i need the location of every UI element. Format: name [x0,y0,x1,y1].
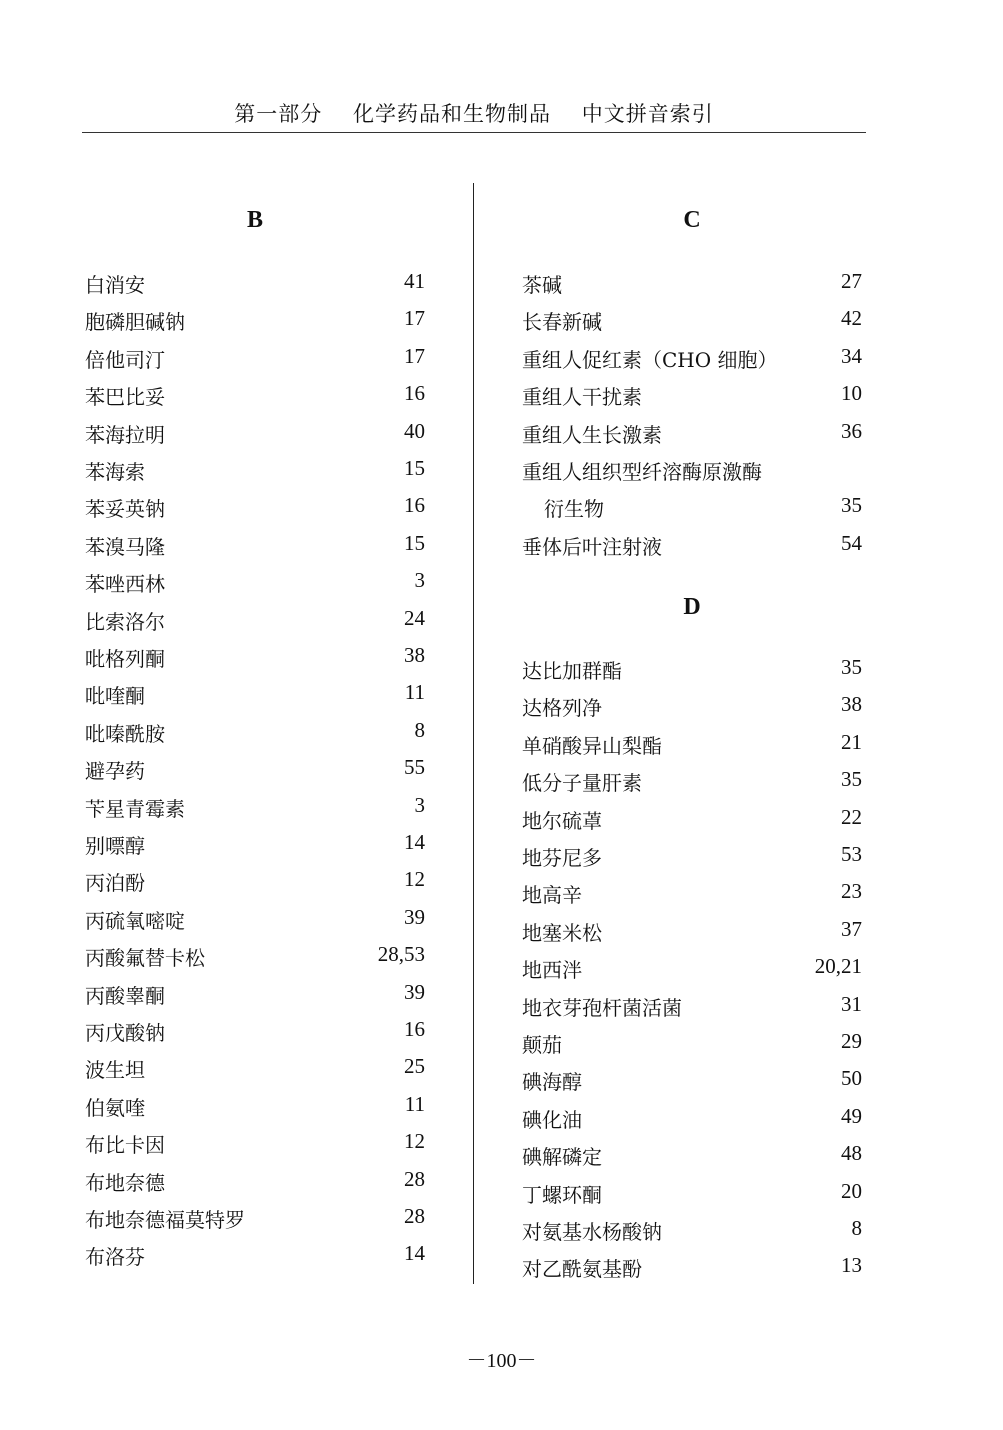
index-entry [522,306,862,336]
entry-page-number: 34 [841,343,862,368]
index-entry [522,1104,862,1134]
index-entry [85,493,425,523]
index-entry [522,493,862,523]
entry-name: 地西泮 [522,958,582,983]
index-entry [522,767,862,797]
entry-page-number: 36 [841,418,862,443]
index-entry [522,917,862,947]
index-entry [85,1129,425,1159]
entry-name: 达比加群酯 [522,659,622,683]
entry-name: 地塞米松 [522,920,602,945]
entry-name: 垂体后叶注射液 [522,534,662,559]
entry-page-number: 11 [404,1091,425,1116]
entry-page-number: 25 [404,1054,425,1079]
index-entry [85,1204,425,1234]
entry-name: 地芬尼多 [522,846,602,870]
page-header-title: 第一部分 化学药品和生物制品 中文拼音索引 [234,102,714,126]
entry-name: 苯海拉明 [85,422,165,447]
index-entry [85,381,425,411]
entry-name: 布地奈德 [85,1170,165,1195]
entry-page-number: 24 [404,605,425,630]
entry-name: 颠茄 [522,1033,562,1057]
index-entry [522,730,862,760]
index-entry [522,879,862,909]
index-entry [522,1216,862,1246]
entry-page-number: 35 [841,767,862,792]
entry-name: 比索洛尔 [85,609,165,634]
entry-page-number: 21 [841,729,862,754]
entry-page-number: 27 [841,269,862,293]
entry-name: 波生坦 [85,1058,145,1083]
entry-page-number: 3 [414,792,425,817]
entry-name: 碘化油 [522,1107,582,1132]
entry-name: 吡喹酮 [85,684,145,709]
index-entry [85,1017,425,1047]
entry-name: 胞磷胆碱钠 [85,310,185,335]
entry-page-number: 20 [841,1178,862,1203]
entry-name: 地衣芽孢杆菌活菌 [522,995,682,1020]
entry-name: 苯溴马隆 [85,534,165,559]
index-entry [85,867,425,897]
entry-name: 苄星青霉素 [85,796,185,821]
entry-page-number: 39 [404,904,425,929]
entry-name: 丙酸睾酮 [85,983,165,1008]
entry-page-number: 35 [841,493,862,518]
entry-name: 单硝酸异山梨酯 [522,733,662,758]
entry-name: 地尔硫䓬 [522,808,602,833]
entry-name: 苯唑西林 [85,572,165,597]
index-entry [522,954,862,984]
entry-name: 倍他司汀 [85,347,165,372]
entry-page-number: 10 [841,381,862,406]
index-entry [522,1179,862,1209]
index-entry [85,1241,425,1271]
entry-name: 地高辛 [522,883,582,908]
index-entry [522,381,862,411]
entry-page-number: 15 [404,530,425,555]
entry-name: 重组人促红素（CHO 细胞） [522,347,778,372]
entry-name: 别嘌醇 [85,834,145,858]
entry-page-number: 38 [841,692,862,717]
index-entry [85,643,425,673]
entry-page-number: 23 [841,879,862,904]
entry-page-number: 22 [841,804,862,829]
index-entry [85,306,425,336]
index-entry [85,344,425,374]
column-divider [473,183,474,1284]
entry-name: 对乙酰氨基酚 [522,1257,642,1282]
entry-page-number: 40 [404,418,425,443]
entry-page-number: 41 [404,269,425,293]
entry-name: 碘解磷定 [522,1145,602,1170]
entry-name: 丙酸氟替卡松 [85,946,205,971]
index-entry [85,269,425,299]
entry-name: 达格列净 [522,696,602,721]
entry-page-number: 20,21 [814,954,862,979]
index-entry [85,680,425,710]
entry-name: 避孕药 [85,759,145,784]
index-entry [85,419,425,449]
entry-name: 布比卡因 [85,1133,165,1158]
entry-name: 苯海索 [85,460,145,484]
entry-page-number: 39 [404,979,425,1004]
entry-page-number: 38 [404,643,425,667]
entry-page-number: 12 [404,1129,425,1154]
entry-name: 丙戊酸钠 [85,1021,165,1045]
index-entry [522,456,862,486]
entry-name: 丁螺环酮 [522,1182,602,1207]
entry-name: 丙泊酚 [85,871,145,896]
header-rule [82,132,866,133]
index-entry [85,755,425,785]
index-entry [85,905,425,935]
index-entry [522,419,862,449]
entry-page-number: 54 [841,530,862,555]
index-entry [85,1167,425,1197]
index-entry [85,980,425,1010]
index-entry [85,456,425,486]
entry-page-number: 35 [841,655,862,679]
entry-page-number: 12 [404,867,425,892]
entry-page-number: 8 [851,1216,862,1240]
entry-page-number: 42 [841,306,862,331]
entry-page-number: 55 [404,755,425,780]
entry-name: 衍生物 [544,497,604,522]
index-entry [85,718,425,748]
entry-name: 茶碱 [522,273,562,297]
entry-name: 丙硫氧嘧啶 [85,908,185,933]
section-letter-b: B [246,207,263,233]
entry-page-number: 14 [404,1241,425,1266]
page-number: －100－ [466,1350,537,1372]
entry-page-number: 17 [404,343,425,368]
index-entry [85,830,425,860]
index-entry [85,531,425,561]
entry-name: 布洛芬 [85,1245,145,1270]
section-letter-d: D [683,594,701,620]
entry-page-number: 13 [841,1253,862,1278]
entry-page-number: 31 [841,991,862,1016]
entry-name: 苯巴比妥 [85,385,165,410]
entry-page-number: 28,53 [377,942,425,967]
entry-page-number: 28 [404,1204,425,1228]
index-entry [522,1253,862,1283]
entry-page-number: 50 [841,1066,862,1091]
entry-name: 重组人组织型纤溶酶原激酶 [522,460,762,484]
entry-page-number: 16 [404,381,425,406]
index-entry [85,1092,425,1122]
entry-name: 对氨基水杨酸钠 [522,1220,662,1244]
entry-page-number: 3 [414,568,425,593]
entry-page-number: 49 [841,1103,862,1128]
index-entry [522,1141,862,1171]
index-entry [85,606,425,636]
section-letter-c: C [683,207,701,233]
index-entry [85,793,425,823]
entry-page-number: 48 [841,1141,862,1166]
index-entry [522,531,862,561]
entry-page-number: 53 [841,842,862,866]
entry-name: 长春新碱 [522,310,602,335]
index-entry [522,269,862,299]
entry-page-number: 11 [404,680,425,705]
entry-page-number: 37 [841,916,862,941]
entry-name: 低分子量肝素 [522,771,642,796]
entry-page-number: 17 [404,306,425,331]
entry-name: 吡嗪酰胺 [85,721,165,746]
entry-page-number: 29 [841,1029,862,1053]
entry-name: 重组人生长激素 [522,422,662,447]
entry-name: 碘海醇 [522,1070,582,1095]
entry-page-number: 28 [404,1166,425,1191]
index-entry [522,1066,862,1096]
entry-name: 白消安 [85,273,145,297]
entry-name: 吡格列酮 [85,647,165,671]
index-entry [85,1054,425,1084]
index-entry [522,655,862,685]
entry-page-number: 15 [404,456,425,480]
entry-name: 布地奈德福莫特罗 [85,1208,245,1232]
index-entry [522,1029,862,1059]
entry-page-number: 8 [414,717,425,742]
index-entry [522,842,862,872]
entry-page-number: 16 [404,1017,425,1041]
index-entry [522,805,862,835]
entry-name: 重组人干扰素 [522,385,642,410]
entry-name: 伯氨喹 [85,1095,145,1120]
index-entry [85,942,425,972]
entry-name: 苯妥英钠 [85,497,165,522]
index-entry [522,344,862,374]
index-entry [522,992,862,1022]
index-entry [522,692,862,722]
entry-page-number: 16 [404,493,425,518]
index-entry [85,568,425,598]
entry-page-number: 14 [404,830,425,854]
